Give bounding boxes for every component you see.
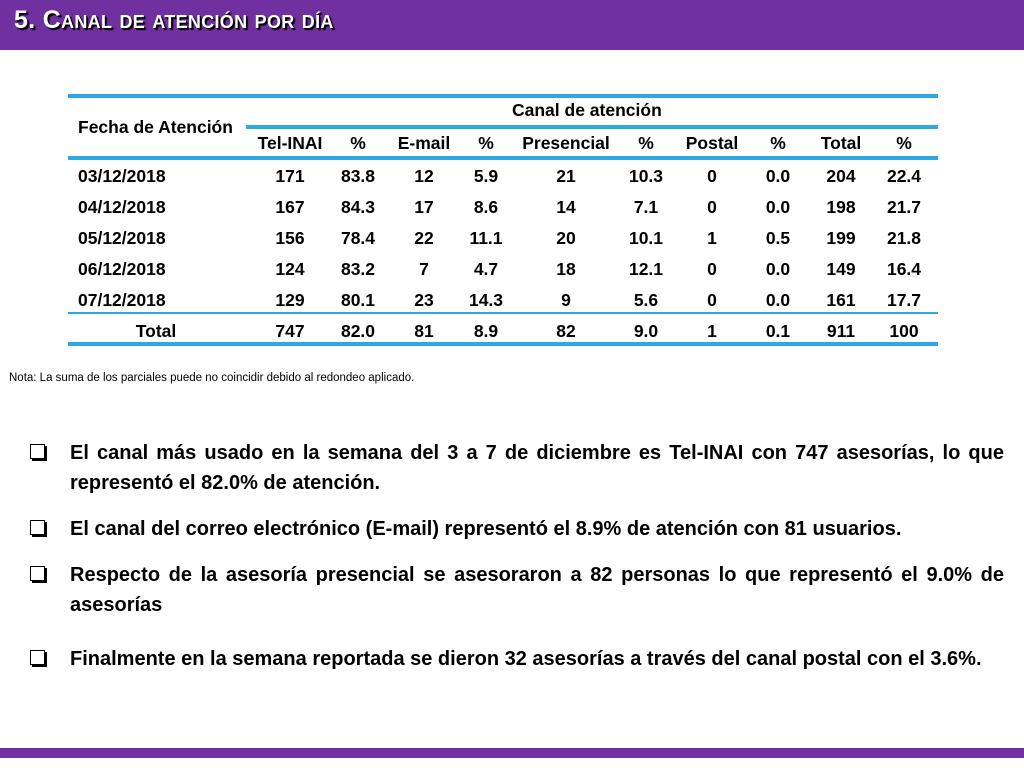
- table-cell: 10.3: [628, 166, 664, 186]
- table-cell: 4.7: [473, 259, 499, 279]
- total-cell: 81: [414, 321, 434, 341]
- row-date: 03/12/2018: [78, 166, 166, 186]
- table-cell: 84.3: [340, 197, 376, 217]
- checkbox-bullet-icon: [30, 520, 45, 535]
- table-cell: 17: [414, 197, 434, 217]
- column-header: Tel-INAI: [257, 133, 323, 153]
- table-cell: 22: [414, 228, 434, 248]
- table-cell: 1: [707, 228, 717, 248]
- table-cell: 204: [826, 166, 856, 186]
- table-cell: 21.7: [886, 197, 922, 217]
- table-cell: 171: [275, 166, 305, 186]
- table-cell: 0: [707, 290, 717, 310]
- column-header: %: [896, 133, 912, 153]
- table-cell: 78.4: [340, 228, 376, 248]
- column-header: %: [638, 133, 654, 153]
- total-cell: 82.0: [340, 321, 376, 341]
- group-header-rule: [246, 125, 938, 129]
- title-bar: [0, 0, 1024, 50]
- table-cell: 23: [414, 290, 434, 310]
- column-header: Total: [820, 133, 862, 153]
- table-cell: 0.0: [765, 259, 791, 279]
- table-cell: 7: [419, 259, 429, 279]
- column-header: Postal: [685, 133, 739, 153]
- column-header: %: [478, 133, 494, 153]
- slide-title: 5. Canal de atención por día: [14, 6, 334, 34]
- table-cell: 0: [707, 166, 717, 186]
- table-cell: 7.1: [633, 197, 659, 217]
- total-label: Total: [135, 321, 177, 341]
- row-date: 06/12/2018: [78, 259, 166, 279]
- table-cell: 199: [826, 228, 856, 248]
- table-cell: 83.2: [340, 259, 376, 279]
- table-cell: 124: [275, 259, 305, 279]
- table-cell: 14: [556, 197, 576, 217]
- total-cell: 9.0: [633, 321, 659, 341]
- table-top-rule: [68, 94, 938, 98]
- table-cell: 22.4: [886, 166, 922, 186]
- checkbox-bullet-icon: [30, 566, 45, 581]
- column-header-rule: [68, 156, 938, 160]
- table-cell: 5.6: [633, 290, 659, 310]
- bullet-text: Finalmente en la semana reportada se dieron 32 asesorías a través del canal postal con el 3.6%.: [70, 648, 982, 670]
- table-cell: 198: [826, 197, 856, 217]
- table-cell: 16.4: [886, 259, 922, 279]
- table-cell: 5.9: [473, 166, 499, 186]
- table-cell: 80.1: [340, 290, 376, 310]
- row-date: 05/12/2018: [78, 228, 166, 248]
- table-cell: 20: [556, 228, 576, 248]
- table-cell: 0.0: [765, 166, 791, 186]
- table-cell: 12: [414, 166, 434, 186]
- column-header: E-mail: [397, 133, 451, 153]
- table-cell: 12.1: [628, 259, 664, 279]
- table-bottom-rule: [68, 342, 938, 346]
- total-cell: 747: [275, 321, 305, 341]
- table-cell: 0.0: [765, 290, 791, 310]
- table-cell: 21: [556, 166, 576, 186]
- total-top-rule: [68, 312, 938, 314]
- checkbox-bullet-icon: [30, 444, 45, 459]
- group-header: Canal de atención: [512, 100, 662, 120]
- table-cell: 17.7: [886, 290, 922, 310]
- total-cell: 82: [556, 321, 576, 341]
- bottom-bar: [0, 748, 1024, 758]
- table-cell: 10.1: [628, 228, 664, 248]
- table-cell: 83.8: [340, 166, 376, 186]
- table-note: Nota: La suma de los parciales puede no coincidir debido al redondeo aplicado.: [9, 372, 415, 384]
- column-header: Presencial: [522, 133, 610, 153]
- bullet-text: Respecto de la asesoría presencial se asesoraron a 82 personas lo que representó el 9.0% de asesorías: [70, 564, 1004, 616]
- row-date: 04/12/2018: [78, 197, 166, 217]
- table-cell: 8.6: [473, 197, 499, 217]
- table-cell: 0: [707, 197, 717, 217]
- total-cell: 100: [889, 321, 919, 341]
- column-header: %: [350, 133, 366, 153]
- table-cell: 0.5: [765, 228, 791, 248]
- row-header: Fecha de Atención: [78, 117, 233, 137]
- total-cell: 1: [707, 321, 717, 341]
- table-cell: 9: [561, 290, 571, 310]
- table-cell: 129: [275, 290, 305, 310]
- table-cell: 21.8: [886, 228, 922, 248]
- checkbox-bullet-icon: [30, 650, 45, 665]
- row-date: 07/12/2018: [78, 290, 166, 310]
- bullet-text: El canal del correo electrónico (E-mail) representó el 8.9% de atención con 81 usuarios.: [70, 518, 902, 540]
- table-cell: 156: [275, 228, 305, 248]
- table-cell: 149: [826, 259, 856, 279]
- total-cell: 0.1: [765, 321, 791, 341]
- table-cell: 0.0: [765, 197, 791, 217]
- total-cell: 8.9: [473, 321, 499, 341]
- table-cell: 161: [826, 290, 856, 310]
- table-cell: 0: [707, 259, 717, 279]
- table-cell: 14.3: [468, 290, 504, 310]
- total-cell: 911: [826, 321, 856, 341]
- column-header: %: [770, 133, 786, 153]
- bullet-text: El canal más usado en la semana del 3 a 7 de diciembre es Tel-INAI con 747 asesorías, lo que representó el 82.0% de atención.: [70, 442, 1004, 494]
- table-cell: 18: [556, 259, 576, 279]
- table-cell: 167: [275, 197, 305, 217]
- table-cell: 11.1: [469, 228, 503, 248]
